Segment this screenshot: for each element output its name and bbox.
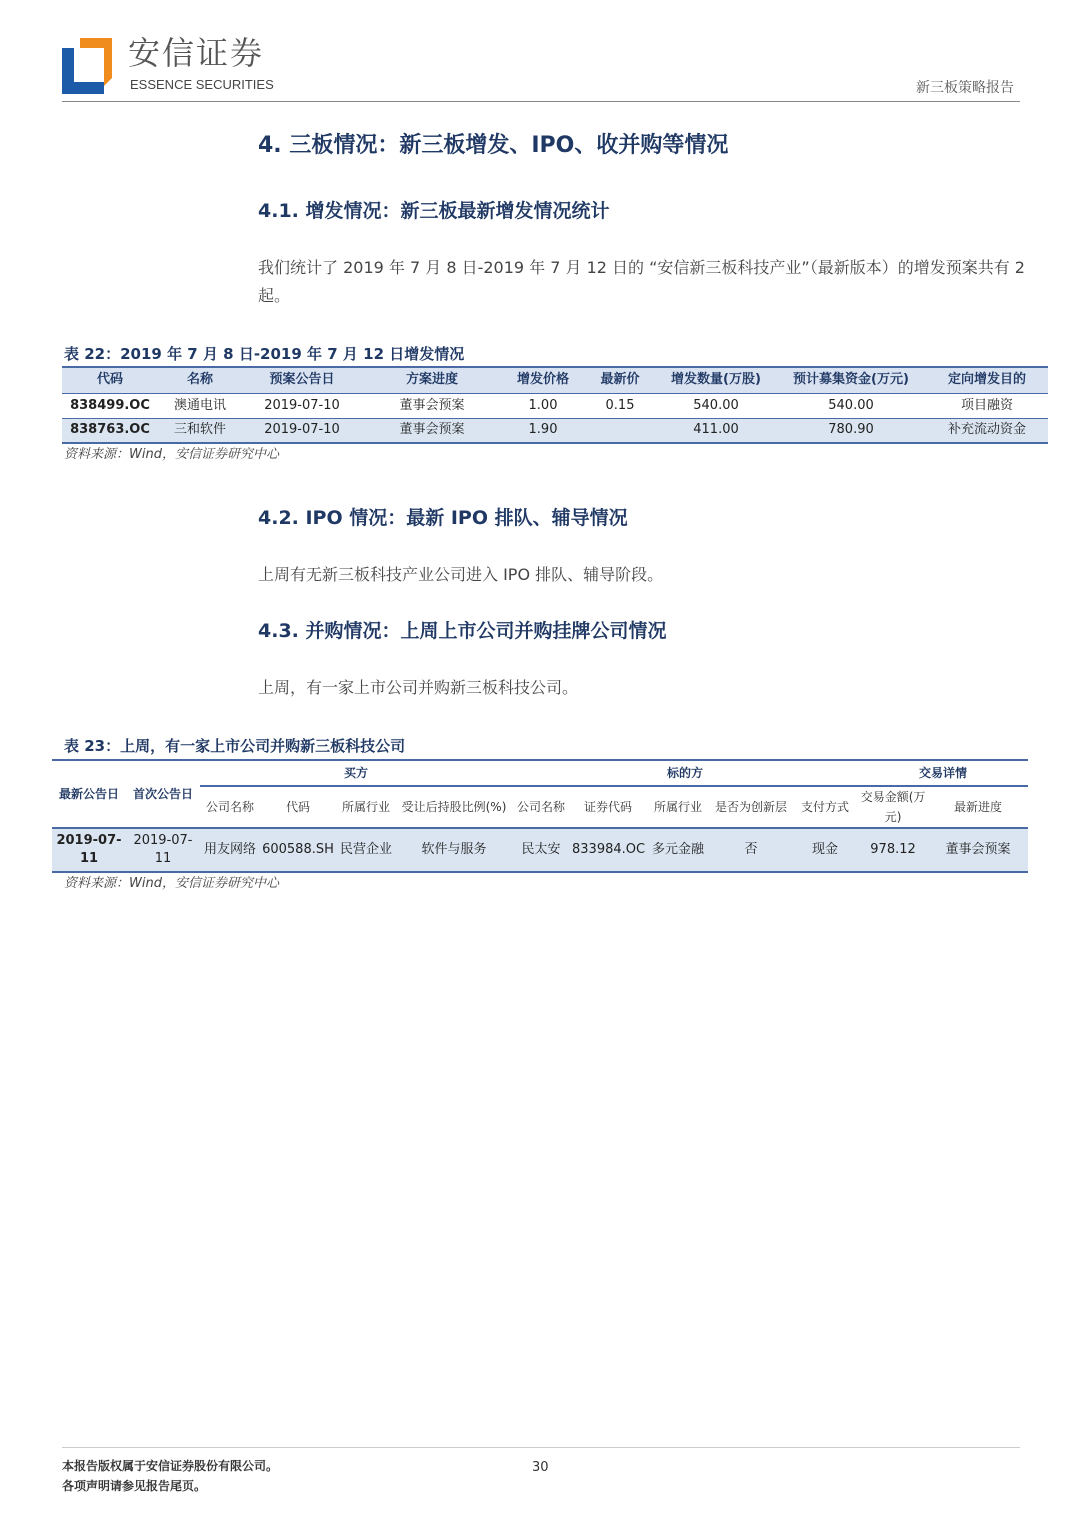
- table-row: [52, 828, 1028, 872]
- cell: 540.00: [776, 393, 926, 418]
- cell: 1.90: [502, 418, 584, 443]
- col-header: 所属行业: [336, 786, 396, 828]
- cell: 978.12: [858, 828, 928, 872]
- table-row: [62, 393, 1048, 418]
- cell: 多元金融: [646, 828, 710, 872]
- col-header: 定向增发目的: [926, 367, 1048, 393]
- col-header: 预案公告日: [242, 367, 362, 393]
- col-header: 方案进度: [362, 367, 502, 393]
- cell: 董事会预案: [362, 418, 502, 443]
- cell: 540.00: [656, 393, 776, 418]
- table-23: [52, 759, 1028, 873]
- cell: 民营企业: [336, 828, 396, 872]
- col-header: 公司名称: [512, 786, 570, 828]
- logo-english: ESSENCE SECURITIES: [130, 77, 274, 92]
- col-header: 所属行业: [646, 786, 710, 828]
- section-4-3-body: 上周，有一家上市公司并购新三板科技公司。: [258, 678, 579, 697]
- col-header: 增发数量(万股): [656, 367, 776, 393]
- cell: 2019-07-10: [242, 393, 362, 418]
- table-23-caption: 表 23：上周，有一家上市公司并购新三板科技公司: [64, 737, 406, 755]
- report-type: 新三板策略报告: [916, 80, 1014, 96]
- logo-chinese: 安信证券: [128, 35, 265, 71]
- col-header: 最新进度: [928, 786, 1028, 828]
- logo-mark-icon: [62, 38, 112, 94]
- section-4-2-title: 4.2. IPO 情况：最新 IPO 排队、辅导情况: [258, 507, 628, 529]
- col-header: 代码: [62, 367, 158, 393]
- table-23-source: 资料来源：Wind，安信证券研究中心: [64, 876, 279, 891]
- cell: 1.00: [502, 393, 584, 418]
- col-header: 交易金额(万元): [858, 786, 928, 828]
- cell: 2019-07-11: [126, 828, 200, 872]
- section-4-3-title: 4.3. 并购情况：上周上市公司并购挂牌公司情况: [258, 620, 667, 642]
- col-header: 是否为创新层: [710, 786, 792, 828]
- col-header: 最新价: [584, 367, 656, 393]
- col-header: 增发价格: [502, 367, 584, 393]
- cell: 600588.SH: [260, 828, 336, 872]
- cell: [584, 418, 656, 443]
- col-header: 证券代码: [570, 786, 646, 828]
- section-4-title: 4. 三板情况：新三板增发、IPO、收并购等情况: [258, 133, 729, 158]
- table-22-caption: 表 22：2019 年 7 月 8 日-2019 年 7 月 12 日增发情况: [64, 345, 465, 363]
- col-header: 代码: [260, 786, 336, 828]
- table-row: [62, 418, 1048, 443]
- cell: 澳通电讯: [158, 393, 242, 418]
- table-22-source: 资料来源：Wind，安信证券研究中心: [64, 447, 279, 462]
- table-22: [62, 366, 1048, 444]
- cell: 民太安: [512, 828, 570, 872]
- page-number: 30: [532, 1460, 549, 1475]
- table-22-block: [62, 343, 1048, 464]
- cell: 否: [710, 828, 792, 872]
- section-4-1-body: 我们统计了 2019 年 7 月 8 日-2019 年 7 月 12 日的 “安信新三板科技产业”（最新版本）的增发预案共有 2 起。: [258, 258, 1025, 305]
- col-header: 公司名称: [200, 786, 260, 828]
- col-header: 预计募集资金(万元): [776, 367, 926, 393]
- footer-notice: 各项声明请参见报告尾页。: [62, 1479, 207, 1493]
- footer-divider: [62, 1447, 1020, 1448]
- cell: 三和软件: [158, 418, 242, 443]
- cell: 补充流动资金: [926, 418, 1048, 443]
- cell: 项目融资: [926, 393, 1048, 418]
- cell: 2019-07-11: [52, 828, 126, 872]
- cell: 838499.OC: [62, 393, 158, 418]
- cell: 软件与服务: [396, 828, 512, 872]
- footer-copyright: 本报告版权属于安信证券股份有限公司。: [62, 1459, 279, 1473]
- group-header-buyer: 买方: [200, 760, 512, 786]
- group-header-target: 标的方: [512, 760, 858, 786]
- col-header: 首次公告日: [126, 760, 200, 828]
- group-header-deal: 交易详情: [858, 760, 1028, 786]
- col-header: 支付方式: [792, 786, 858, 828]
- footer-disclaimer: [62, 1456, 278, 1496]
- cell: 董事会预案: [928, 828, 1028, 872]
- col-header: 名称: [158, 367, 242, 393]
- cell: 董事会预案: [362, 393, 502, 418]
- cell: 2019-07-10: [242, 418, 362, 443]
- cell: 838763.OC: [62, 418, 158, 443]
- cell: 0.15: [584, 393, 656, 418]
- col-header: 受让后持股比例(%): [396, 786, 512, 828]
- cell: 411.00: [656, 418, 776, 443]
- section-4-1-title: 4.1. 增发情况：新三板最新增发情况统计: [258, 200, 610, 222]
- cell: 用友网络: [200, 828, 260, 872]
- cell: 833984.OC: [570, 828, 646, 872]
- table-23-block: [52, 735, 1028, 893]
- cell: 现金: [792, 828, 858, 872]
- section-4-2-body: 上周有无新三板科技产业公司进入 IPO 排队、辅导阶段。: [258, 565, 664, 584]
- cell: 780.90: [776, 418, 926, 443]
- col-header: 最新公告日: [52, 760, 126, 828]
- header-divider: [62, 101, 1020, 102]
